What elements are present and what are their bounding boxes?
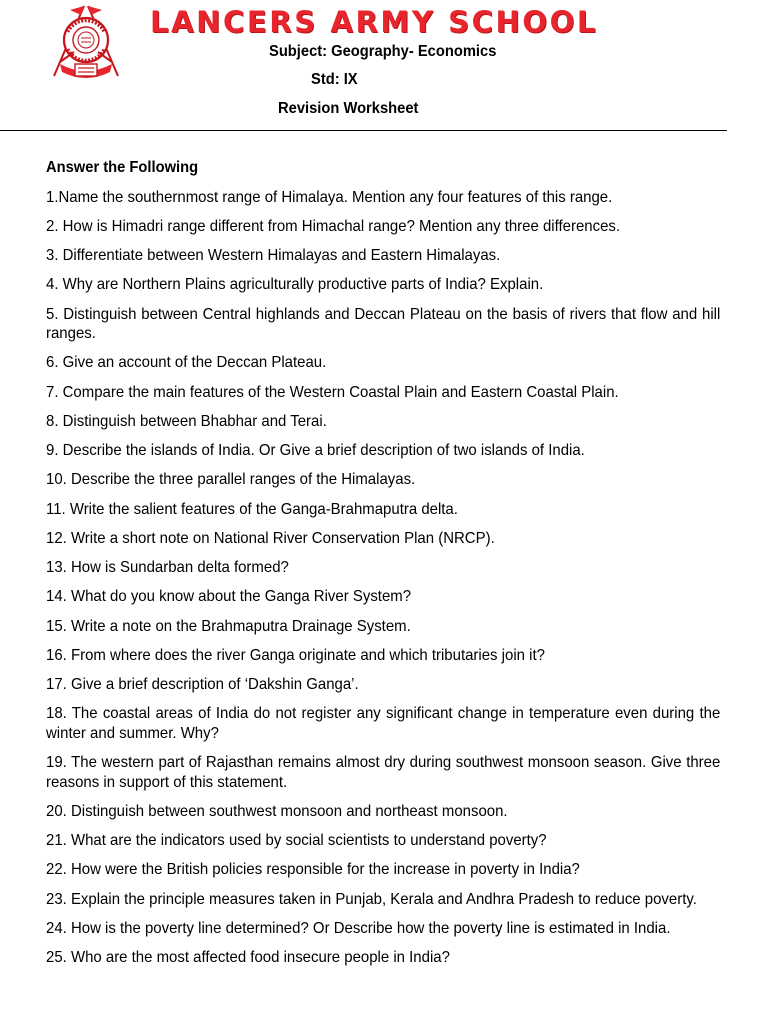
question-item [46, 470, 720, 490]
question-item [46, 529, 720, 549]
question-text: 5. Distinguish between Central highlands and Deccan Plateau on the basis of rivers that flow and hill ranges. [46, 305, 721, 342]
question-item [46, 587, 720, 607]
question-text: 18. The coastal areas of India do not register any significant change in temperature even during the winter and summer. Why? [46, 705, 721, 742]
question-text: 3. Differentiate between Western Himalayas and Eastern Himalayas. [46, 247, 501, 264]
question-item [46, 753, 720, 792]
question-text: 10. Describe the three parallel ranges of the Himalayas. [46, 471, 416, 489]
question-item [46, 646, 720, 666]
header-divider [0, 130, 727, 131]
question-item [46, 217, 720, 237]
school-crest-icon [44, 2, 128, 80]
question-text: 22. How were the British policies responsible for the increase in poverty in India? [46, 861, 580, 879]
question-item [46, 305, 720, 344]
question-item [46, 704, 720, 743]
question-text: 13. How is Sundarban delta formed? [46, 559, 289, 576]
question-item [46, 412, 720, 432]
page-header [0, 0, 768, 132]
question-text: 1.Name the southernmost range of Himalaya. Mention any four features of this range. [46, 188, 613, 206]
question-item [46, 860, 720, 880]
question-text: 2. How is Himadri range different from Himachal range? Mention any three differences. [46, 217, 621, 235]
question-text: 19. The western part of Rajasthan remains almost dry during southwest monsoon season. Give three reasons in support of this statement. [46, 754, 721, 791]
question-item [46, 617, 720, 637]
question-text: 11. Write the salient features of the Ganga-Brahmaputra delta. [46, 500, 458, 518]
question-text: 7. Compare the main features of the Western Coastal Plain and Eastern Coastal Plain. [46, 383, 619, 401]
question-text: 4. Why are Northern Plains agriculturally productive parts of India? Explain. [46, 276, 544, 294]
question-item [46, 383, 720, 403]
question-text: 14. What do you know about the Ganga River System? [46, 588, 412, 606]
worksheet-body [46, 158, 720, 977]
question-item [46, 441, 720, 461]
question-item [46, 558, 720, 578]
question-item [46, 246, 720, 266]
question-text: 9. Describe the islands of India. Or Give a brief description of two islands of India. [46, 442, 585, 459]
question-item [46, 500, 720, 520]
question-item [46, 188, 720, 208]
question-text: 6. Give an account of the Deccan Plateau. [46, 354, 327, 372]
question-item [46, 802, 720, 822]
question-list [46, 188, 720, 968]
question-item [46, 275, 720, 295]
question-text: 8. Distinguish between Bhabhar and Terai. [46, 412, 327, 430]
question-item [46, 890, 720, 910]
question-text: 17. Give a brief description of ‘Dakshin Ganga’. [46, 676, 359, 693]
question-text: 12. Write a short note on National River Conservation Plan (NRCP). [46, 529, 495, 547]
question-item [46, 948, 720, 968]
school-name: LANCERS ARMY SCHOOL [150, 5, 598, 39]
section-heading: Answer the Following [46, 159, 199, 176]
question-text: 23. Explain the principle measures taken in Punjab, Kerala and Andhra Pradesh to reduce poverty. [46, 890, 697, 908]
question-text: 16. From where does the river Ganga originate and which tributaries join it? [46, 646, 545, 664]
question-text: 21. What are the indicators used by social scientists to understand poverty? [46, 832, 547, 849]
question-text: 24. How is the poverty line determined? Or Describe how the poverty line is estimated in India. [46, 919, 671, 937]
standard-line: Std: IX [311, 71, 358, 88]
subject-line: Subject: Geography- Economics [269, 43, 497, 60]
question-item [46, 353, 720, 373]
worksheet-title: Revision Worksheet [278, 100, 419, 117]
question-text: 25. Who are the most affected food insecure people in India? [46, 949, 450, 966]
question-item [46, 831, 720, 851]
question-item [46, 919, 720, 939]
question-text: 20. Distinguish between southwest monsoon and northeast monsoon. [46, 802, 508, 820]
school-logo [44, 2, 128, 80]
question-text: 15. Write a note on the Brahmaputra Drainage System. [46, 617, 411, 635]
question-item [46, 675, 720, 695]
